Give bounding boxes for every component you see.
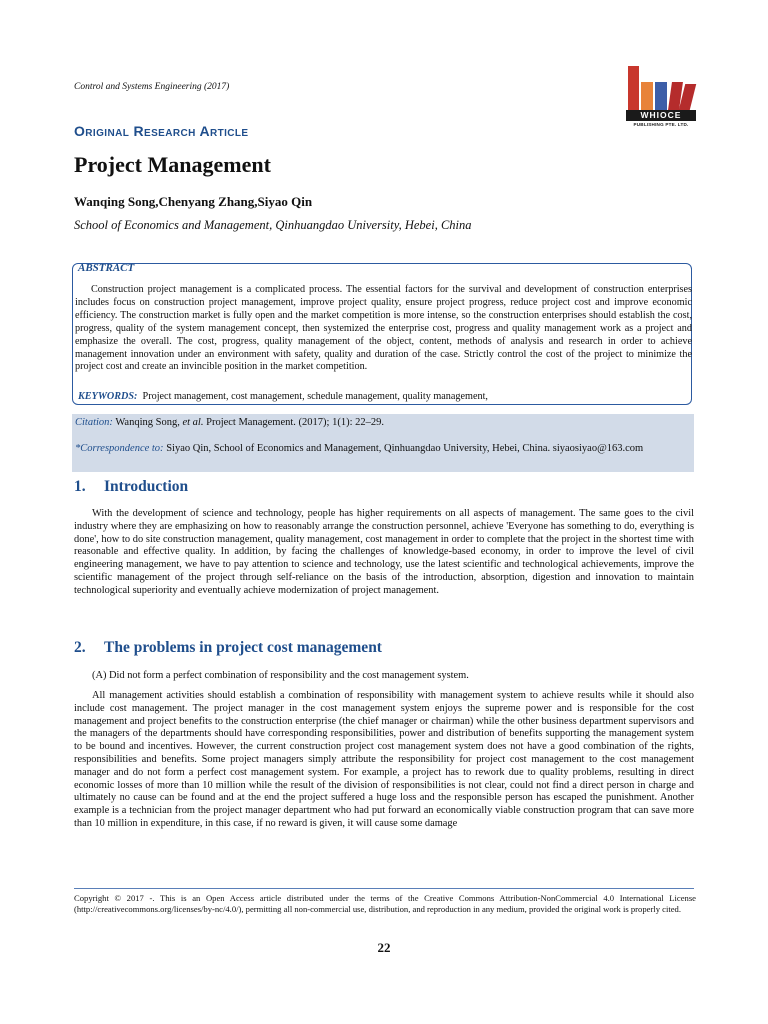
journal-name: Control and Systems Engineering (2017) <box>74 82 230 92</box>
intro-paragraph: With the development of science and technology, people has higher requirements on all aspects of management. The same goes to the civil industry where they are emphasizing on how to reasonably arrange the construction personnel, achieve 'Everyone has something to do, everything is done', how to do site construction management, quality management, cost management in order to complete that the project in the shortest time with reasonable and effective quality. In addition, by facing the challenges of knowledge-based economy, in order to improve the level of civil engineering management, we have to pay attention to science and technology, use the latest scientific and technological achievements, improve the scientific management of the project through self-reliance on the basis of the introduction, absorption, digestion and innovation to maintain technological superiority and eventually achieve modernization of project management. <box>74 508 694 596</box>
problem-subheading: (A) Did not form a perfect combination of responsibility and the cost management system. <box>92 670 469 681</box>
paper-title: Project Management <box>74 152 271 177</box>
correspondence-line <box>75 442 692 456</box>
page-number: 22 <box>377 940 391 955</box>
logo-bar-2 <box>641 82 653 110</box>
section-heading-introduction <box>74 478 188 496</box>
affiliation: School of Economics and Management, Qinhuangdao University, Hebei, China <box>74 218 472 232</box>
footer-divider <box>74 888 694 889</box>
citation-rest: Project Management. (2017); 1(1): 22–29. <box>206 417 384 428</box>
abstract-heading: ABSTRACT <box>78 262 135 274</box>
logo-bar-3 <box>655 82 667 110</box>
section-number: 2. <box>74 639 86 656</box>
correspondence-label: *Correspondence to: <box>75 443 164 454</box>
cost-paragraph: All management activities should establish a combination of responsibility with management system to achieve results while it should also include cost management. The project manager in the cost management system enjoys the supreme power and is responsible for the cost management and project benefits to the construction enterprise (the chief manager or chairman) while the other business department supervisors and the managers of the departments should have corresponding responsibilities, power and distribution of benefits supporting the management system to be bound and incentives. However, the current construction project cost management system does not have a good combination of the rights, responsibilities and benefits. Some project managers simply attribute the responsibility for project cost management to the cost management manager and do not form a perfect cost management system. For example, a project has to rework due to quality problems, resulting in direct economic losses of more than 10 million while the result of the division of responsibilities is not clear, could not find a direct person in charge and ultimately no cause can be found and at the end the project suffered a huge loss and the responsible person has escaped the punishment. Another example is a technician from the project manager department who had put forward an economically viable construction program that can save more than 10 million in expenditure, in this case, if no reward is given, it will cause some damage <box>74 690 694 829</box>
keywords-text: Project management, cost management, schedule management, quality management, <box>142 391 488 402</box>
citation-etal: et al. <box>182 417 204 428</box>
copyright-notice: Copyright © 2017 -. This is an Open Access article distributed under the terms of the Creative Commons Attribution-NonCommercial 4.0 International License (http://creativecommons.org/licenses/by-nc/4.0/), permitting all non-commercial use, distribution, and reproduction in any medium, provided the original work is properly cited. <box>74 893 696 914</box>
citation-line <box>75 417 384 428</box>
correspondence-text: Siyao Qin, School of Economics and Management, Qinhuangdao University, Hebei, China. siyaosiyao@163.com <box>166 443 644 454</box>
author-list: Wanqing Song,Chenyang Zhang,Siyao Qin <box>74 194 313 209</box>
section-title: The problems in project cost management <box>104 639 382 656</box>
section-title: Introduction <box>104 478 189 495</box>
keywords-label: KEYWORDS: <box>78 391 138 402</box>
logo-wordmark: WHIOCE <box>626 110 696 121</box>
publisher-logo <box>626 60 696 132</box>
citation-label: Citation: <box>75 417 113 428</box>
logo-subtitle: PUBLISHING PTE. LTD. <box>633 122 689 127</box>
citation-authors: Wanqing Song, <box>115 417 180 428</box>
logo-bar-1 <box>628 66 639 110</box>
section-heading-cost-problems <box>74 639 382 657</box>
section-number: 1. <box>74 478 86 495</box>
keywords-line <box>78 391 488 402</box>
abstract-text: Construction project management is a complicated process. The essential factors for the survival and development of construction enterprises includes focus on construction project management, improve project quality, ensure project progress, reduce project cost and improve economic efficiency. The construction market is fully open and the market competition is more intense, so the construction enterprises should establish the cost, progress, quality of the system management concept, then systemized the enterprise cost, progress and quality management work as a project and emphasize the overall. The cost, progress, quality management of the object, content, methods of analysis and research in order to achieve management innovation under an environment with safety, quality and duration of the case. Strictly control the cost of the project to minimize the project cost and create an invincible position in the market competition. <box>75 284 692 373</box>
article-type: Original Research Article <box>74 123 249 139</box>
